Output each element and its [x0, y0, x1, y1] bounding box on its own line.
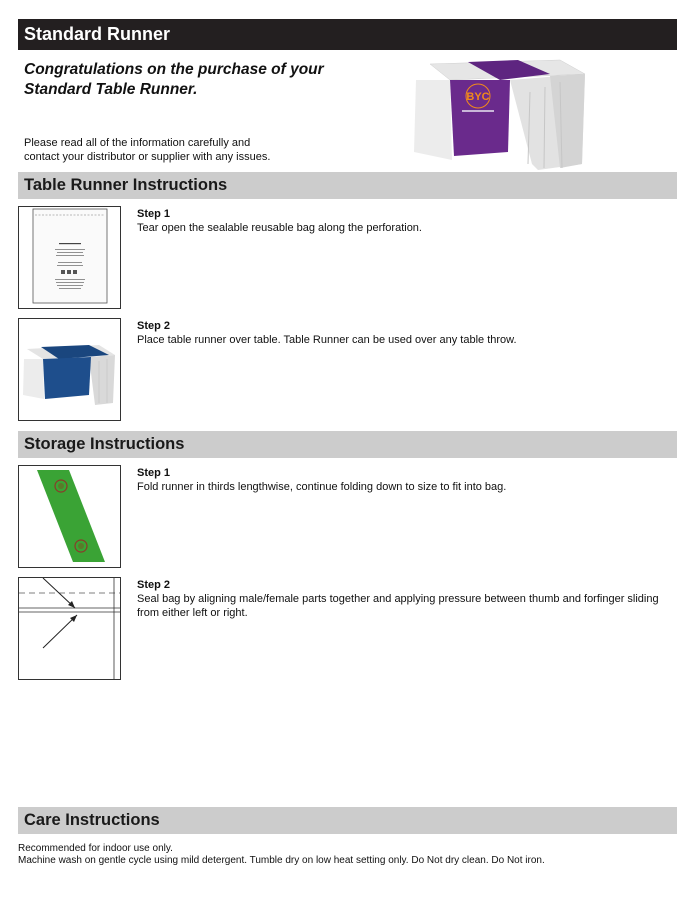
intro-text	[24, 136, 344, 164]
care-text	[18, 843, 678, 867]
table-thumbnail	[18, 318, 121, 421]
title-bar	[18, 19, 677, 50]
section-title: Table Runner Instructions	[24, 176, 228, 194]
folded-runner-image	[19, 466, 120, 567]
bag-thumbnail	[18, 206, 121, 309]
care-line-2: Machine wash on gentle cycle using mild detergent. Tumble dry on low heat setting only. Do Not dry clean. Do Not iron.	[18, 855, 545, 866]
seal-bag-diagram	[19, 578, 120, 679]
section-title: Care Instructions	[24, 811, 160, 829]
svg-text:BYC: BYC	[466, 91, 490, 103]
step-text: Seal bag by aligning male/female parts together and applying pressure between thumb and forfinger sliding from either left or right.	[137, 593, 659, 619]
seal-bag-thumbnail	[18, 577, 121, 680]
table-runner-hero-image	[410, 52, 588, 174]
congratulations-heading	[24, 60, 384, 100]
step-title: Step 1	[137, 467, 171, 479]
step-text: Place table runner over table. Table Runner can be used over any table throw.	[137, 334, 517, 346]
page-title: Standard Runner	[24, 24, 171, 44]
table-with-runner-image	[19, 319, 120, 420]
step-title: Step 2	[137, 579, 171, 591]
storage-step-1	[137, 466, 667, 494]
sealed-bag-image	[19, 207, 120, 308]
runner-step-2	[137, 319, 667, 347]
runner-step-1	[137, 207, 667, 235]
section-header-storage	[18, 431, 677, 458]
folded-runner-thumbnail	[18, 465, 121, 568]
section-title: Storage Instructions	[24, 435, 185, 453]
care-line-1: Recommended for indoor use only.	[18, 843, 173, 854]
storage-step-2	[137, 578, 667, 620]
congrats-line-1: Congratulations on the purchase of your	[24, 61, 324, 78]
step-text: Tear open the sealable reusable bag along the perforation.	[137, 222, 422, 234]
section-header-table-runner	[18, 172, 677, 199]
section-header-care	[18, 807, 677, 834]
step-title: Step 1	[137, 208, 171, 220]
step-text: Fold runner in thirds lengthwise, continue folding down to size to fit into bag.	[137, 481, 507, 493]
intro-line-2: contact your distributor or supplier with any issues.	[24, 151, 271, 163]
step-title: Step 2	[137, 320, 171, 332]
congrats-line-2: Standard Table Runner.	[24, 81, 198, 98]
intro-line-1: Please read all of the information carefully and	[24, 137, 251, 149]
